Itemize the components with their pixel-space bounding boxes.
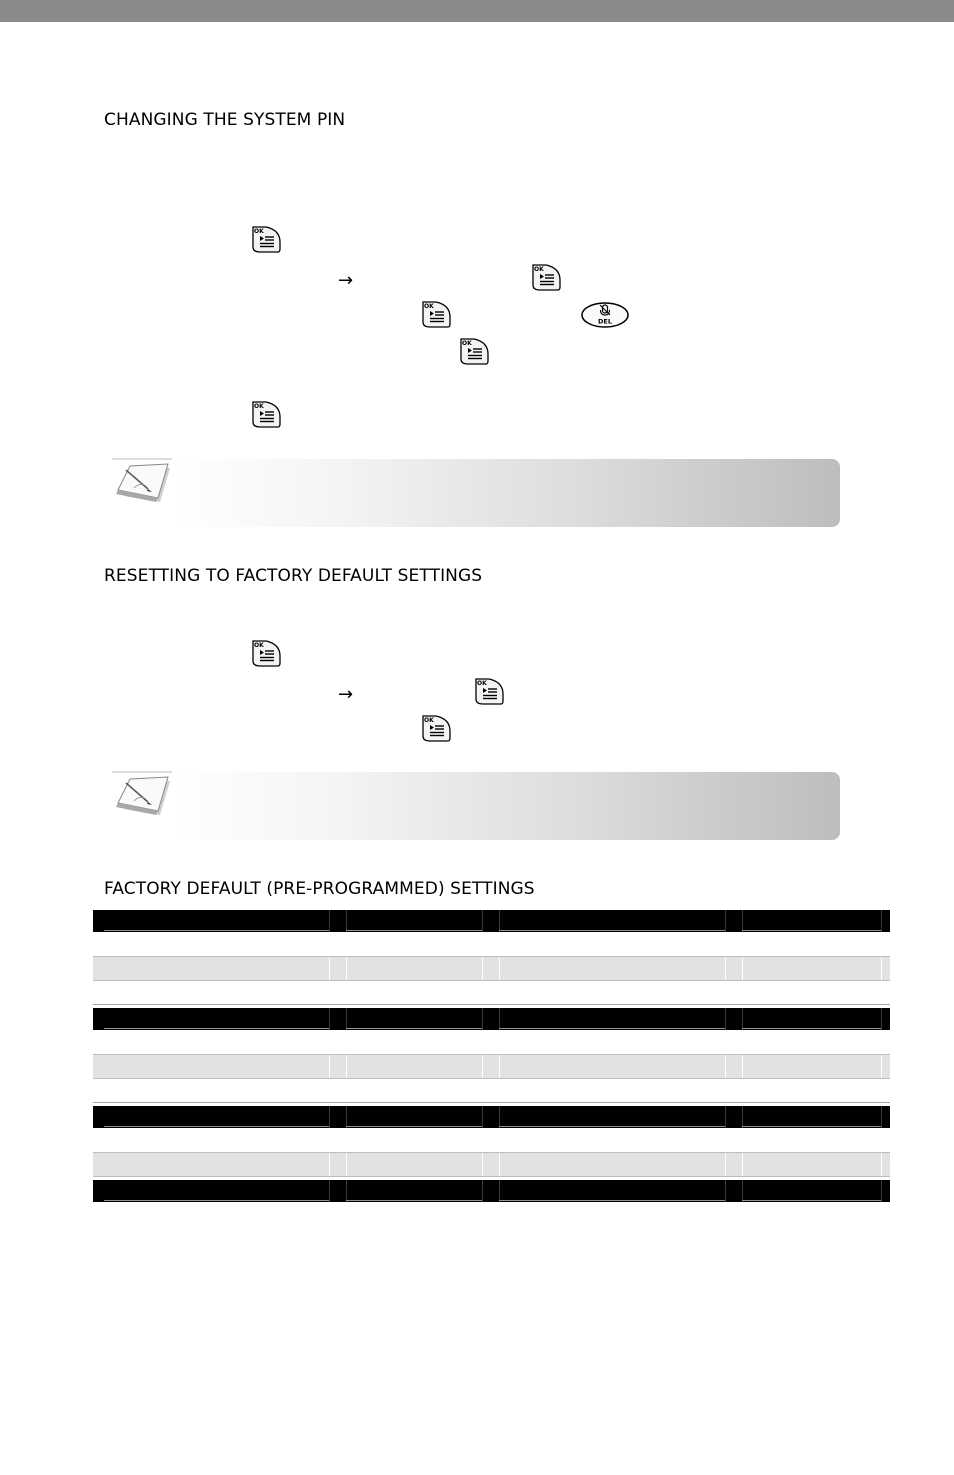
column-divider — [482, 957, 483, 980]
heading-change-pin: CHANGING THE SYSTEM PIN — [104, 110, 346, 130]
column-divider — [346, 1106, 347, 1128]
note-pencil-icon — [110, 771, 176, 827]
column-divider — [346, 1153, 347, 1176]
column-divider — [725, 1153, 726, 1176]
header-underline — [346, 1126, 482, 1127]
header-underline — [346, 1200, 482, 1201]
table-header-row — [93, 910, 890, 932]
column-divider — [346, 1008, 347, 1030]
column-divider — [725, 1055, 726, 1078]
column-divider — [499, 1055, 500, 1078]
note-pencil-icon — [110, 458, 176, 514]
column-divider — [482, 1008, 483, 1030]
table-divider — [93, 1102, 890, 1103]
heading-reset: RESETTING TO FACTORY DEFAULT SETTINGS — [104, 566, 483, 586]
column-divider — [742, 1055, 743, 1078]
column-divider — [329, 1106, 330, 1128]
header-underline — [104, 930, 329, 931]
column-divider — [499, 1180, 500, 1202]
key-label: OK — [477, 680, 487, 687]
column-divider — [881, 1008, 882, 1030]
ok-key-icon — [530, 262, 562, 292]
header-underline — [499, 1028, 725, 1029]
column-divider — [725, 957, 726, 980]
key-label: OK — [254, 403, 264, 410]
column-divider — [329, 957, 330, 980]
table-divider — [93, 1004, 890, 1005]
column-divider — [329, 1008, 330, 1030]
column-divider — [742, 1180, 743, 1202]
column-divider — [881, 1106, 882, 1128]
table-row — [93, 1079, 890, 1102]
header-underline — [499, 1126, 725, 1127]
ok-key-icon — [420, 713, 452, 743]
header-underline — [742, 1200, 881, 1201]
column-divider — [725, 1008, 726, 1030]
header-underline — [346, 1028, 482, 1029]
column-divider — [881, 1180, 882, 1202]
header-underline — [104, 1200, 329, 1201]
column-divider — [881, 910, 882, 932]
table-row — [93, 1152, 890, 1177]
column-divider — [742, 957, 743, 980]
column-divider — [742, 910, 743, 932]
column-divider — [482, 910, 483, 932]
table-row — [93, 933, 890, 956]
column-divider — [499, 957, 500, 980]
column-divider — [482, 1055, 483, 1078]
column-divider — [346, 910, 347, 932]
key-label: OK — [254, 228, 264, 235]
column-divider — [881, 1055, 882, 1078]
column-divider — [482, 1180, 483, 1202]
ok-key-icon — [473, 676, 505, 706]
header-underline — [104, 1028, 329, 1029]
table-row — [93, 956, 890, 981]
column-divider — [742, 1106, 743, 1128]
key-label: OK — [254, 642, 264, 649]
mute-del-key-icon — [580, 300, 630, 330]
ok-key-icon — [420, 299, 452, 329]
header-underline — [742, 1028, 881, 1029]
top-bar — [0, 0, 954, 22]
column-divider — [329, 910, 330, 932]
column-divider — [725, 1106, 726, 1128]
header-underline — [499, 1200, 725, 1201]
column-divider — [499, 1153, 500, 1176]
header-underline — [742, 1126, 881, 1127]
key-label: OK — [534, 266, 544, 273]
table-header-row — [93, 1106, 890, 1128]
column-divider — [346, 1055, 347, 1078]
header-underline — [104, 1126, 329, 1127]
arrow-right-icon: → — [338, 270, 354, 291]
table-row — [93, 1054, 890, 1079]
column-divider — [499, 1106, 500, 1128]
column-divider — [482, 1106, 483, 1128]
column-divider — [742, 1008, 743, 1030]
column-divider — [346, 957, 347, 980]
column-divider — [346, 1180, 347, 1202]
ok-key-icon — [250, 399, 282, 429]
ok-key-icon — [250, 224, 282, 254]
column-divider — [725, 910, 726, 932]
header-underline — [346, 930, 482, 931]
note-box — [172, 772, 840, 840]
column-divider — [742, 1153, 743, 1176]
column-divider — [881, 1153, 882, 1176]
column-divider — [329, 1153, 330, 1176]
heading-defaults: FACTORY DEFAULT (PRE-PROGRAMMED) SETTINGS — [104, 879, 535, 899]
column-divider — [881, 957, 882, 980]
column-divider — [725, 1180, 726, 1202]
table-row — [93, 1031, 890, 1054]
table-header-row — [93, 1008, 890, 1030]
table-header-row — [93, 1180, 890, 1202]
header-underline — [742, 930, 881, 931]
column-divider — [499, 910, 500, 932]
key-label: OK — [424, 303, 434, 310]
ok-key-icon — [458, 336, 490, 366]
key-label: OK — [424, 717, 434, 724]
column-divider — [329, 1055, 330, 1078]
column-divider — [329, 1180, 330, 1202]
arrow-right-icon: → — [338, 684, 354, 705]
key-label: DEL — [598, 317, 612, 326]
note-box — [172, 459, 840, 527]
ok-key-icon — [250, 638, 282, 668]
key-label: OK — [462, 340, 472, 347]
column-divider — [499, 1008, 500, 1030]
table-row — [93, 981, 890, 1004]
column-divider — [482, 1153, 483, 1176]
table-row — [93, 1129, 890, 1152]
header-underline — [499, 930, 725, 931]
